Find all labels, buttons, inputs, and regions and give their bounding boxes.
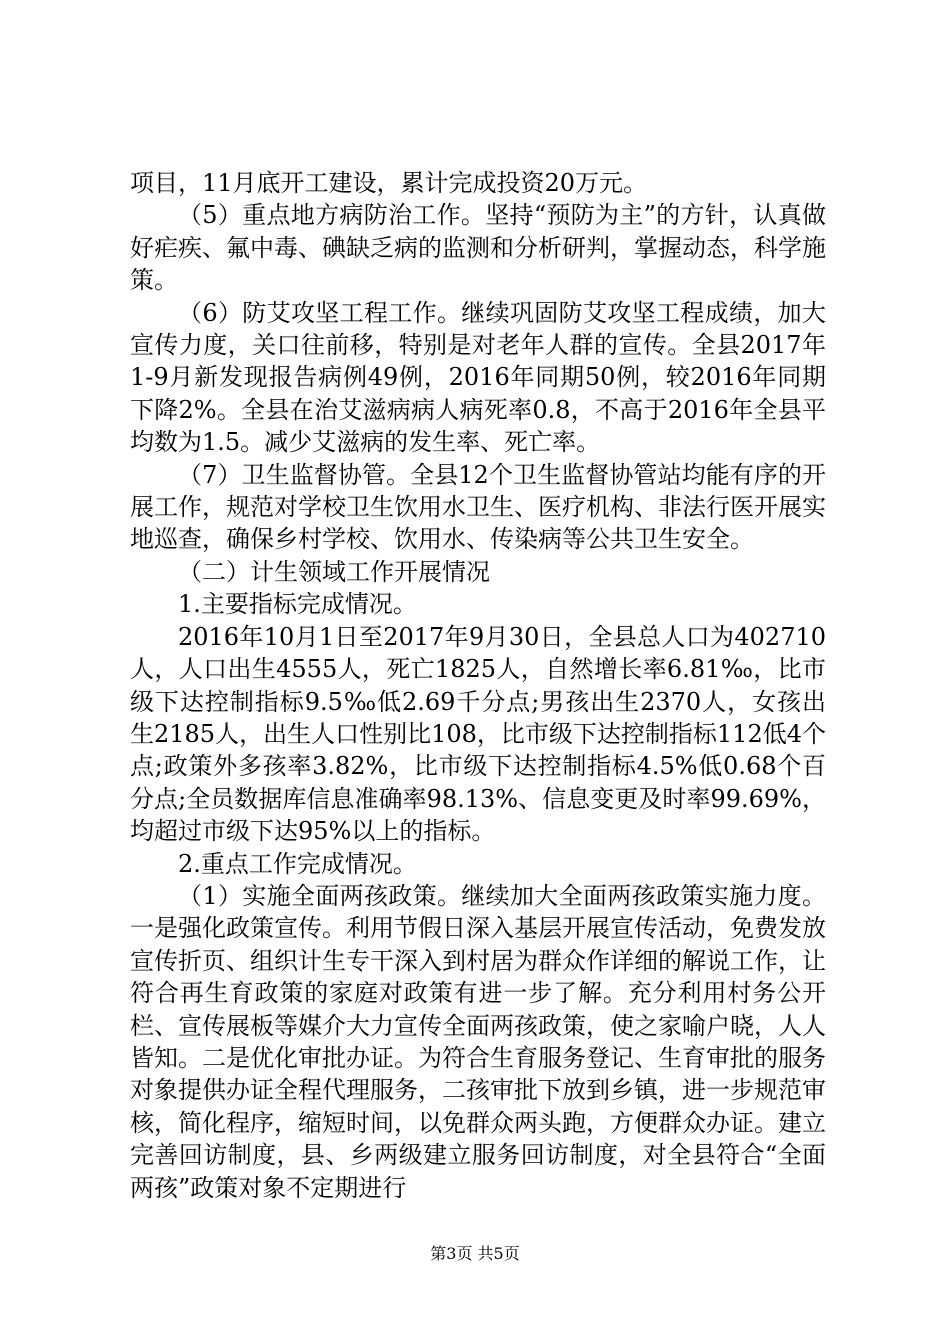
- subheading-key-work: 2.重点工作完成情况。: [178, 849, 417, 878]
- page-number-footer: 第3页 共5页: [430, 1244, 520, 1263]
- section-heading-family-planning: （二）计生领域工作开展情况: [178, 557, 490, 586]
- paragraph-two-child-policy: （1）实施全面两孩政策。继续加大全面两孩政策实施力度。一是强化政策宣传。利用节假日深入基层开展宣传活动，免费发放宣传折页、组织计生专干深入到村居为群众作详细的解说工作，让符合再生育政策的家庭对政策有进一步了解。充分利用村务公开栏、宣传展板等媒介大力宣传全面两孩政策，使之家喻户晓，人人皆知。二是优化审批办证。为符合生育服务登记、生育审批的服务对象提供办证全程代理服务，二孩审批下放到乡镇，进一步规范审核，简化程序，缩短时间，以免群众两头跑，方便群众办证。建立完善回访制度，县、乡两级建立服务回访制度，对全县符合“全面两孩”政策对象不定期进行: [130, 881, 826, 1202]
- paragraph-aids-prevention: （6）防艾攻坚工程工作。继续巩固防艾攻坚工程成绩，加大宣传力度，关口往前移，特别是对老年人群的宣传。全县2017年1-9月新发现报告病例49例，2016年同期50例，较2016年同期下降2%。全县在治艾滋病病人病死率0.8，不高于2016年全县平均数为1.5。减少艾滋病的发生率、死亡率。: [130, 298, 826, 457]
- paragraph-population-statistics: 2016年10月1日至2017年9月30日，全县总人口为402710人，人口出生4555人，死亡1825人，自然增长率6.81‰，比市级下达控制指标9.5‰低2.69千分点;男孩出生2370人，女孩出生2185人，出生人口性别比108，比市级下达控制指标112低4个点;政策外多孩率3.82%，比市级下达控制指标4.5%低0.68个百分点;全员数据库信息准确率98.13%、信息变更及时率99.69%，均超过市级下达95%以上的指标。: [130, 622, 826, 846]
- subheading-main-indicators: 1.主要指标完成情况。: [178, 590, 417, 619]
- paragraph-health-supervision: （7）卫生监督协管。全县12个卫生监督协管站均能有序的开展工作，规范对学校卫生饮用水卫生、医疗机构、非法行医开展实地巡查，确保乡村学校、饮用水、传染病等公共卫生安全。: [130, 460, 826, 554]
- paragraph-endemic-disease: （5）重点地方病防治工作。坚持“预防为主”的方针，认真做好疟疾、氟中毒、碘缺乏病的监测和分析研判，掌握动态，科学施策。: [130, 201, 826, 295]
- paragraph-investment-line: 项目，11月底开工建设，累计完成投资20万元。: [130, 169, 648, 197]
- document-body: [130, 167, 826, 1204]
